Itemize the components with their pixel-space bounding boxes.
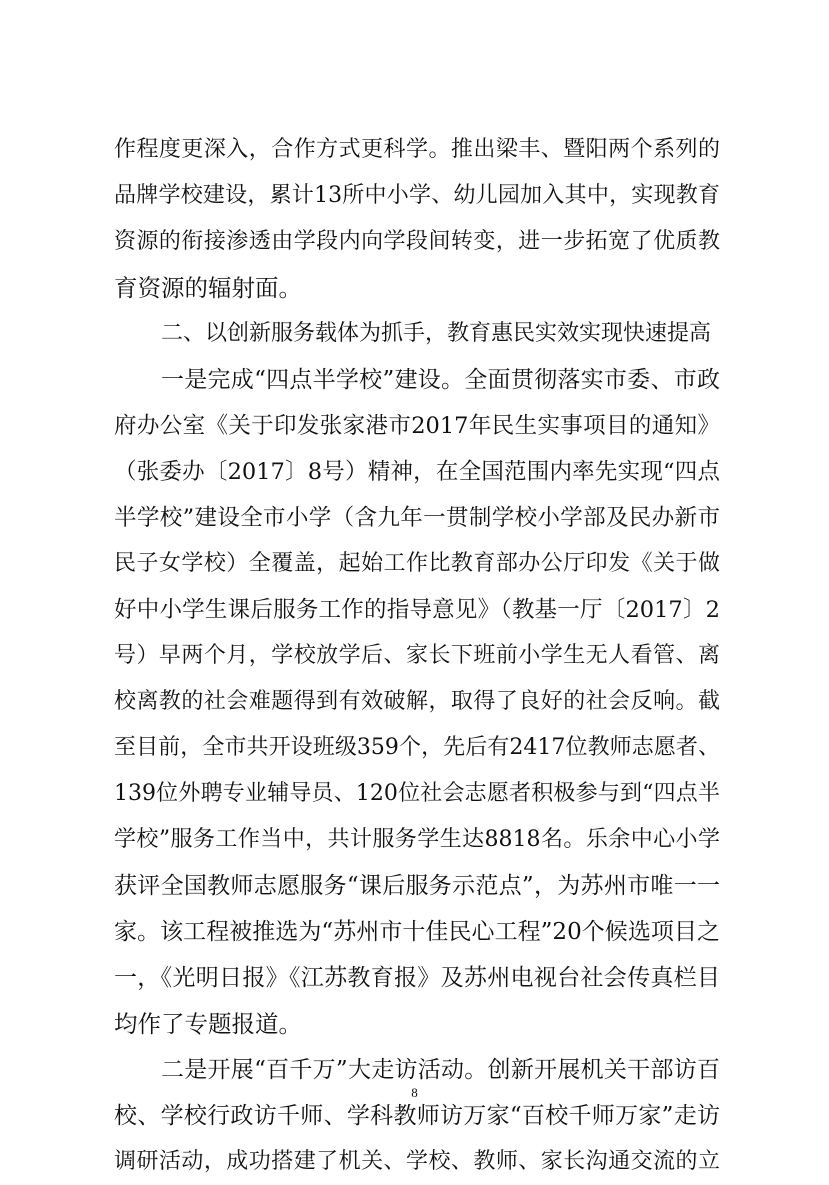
text-line: 校离教的社会难题得到有效破解，取得了良好的社会反响。截 — [114, 689, 720, 714]
text-line: 二是开展“百千万”大走访活动。创新开展机关干部访百 — [161, 1057, 720, 1083]
text-line: 至目前，全市共开设班级359个，先后有2417位教师志愿者、 — [114, 735, 720, 760]
text-line: 139位外聘专业辅导员、120位社会志愿者积极参与到“四点半 — [114, 781, 720, 806]
text-line: 品牌学校建设，累计13所中小学、幼儿园加入其中，实现教育 — [114, 183, 720, 208]
text-line: （张委办〔2017〕8号）精神，在全国范围内率先实现“四点 — [114, 459, 720, 485]
text-line: 资源的衔接渗透由学段内向学段间转变，进一步拓宽了优质教 — [114, 229, 720, 254]
text-line: 校、学校行政访千师、学科教师访万家“百校千师万家”走访 — [114, 1103, 720, 1129]
text-line: 作程度更深入，合作方式更科学。推出梁丰、暨阳两个系列的 — [114, 137, 720, 162]
text-line: 府办公室《关于印发张家港市2017年民生实事项目的通知》 — [114, 413, 720, 439]
page-number: 8 — [411, 1085, 418, 1100]
body-text — [114, 127, 720, 1185]
text-line: 号）早两个月，学校放学后、家长下班前小学生无人看管、离 — [114, 643, 720, 668]
text-line: 调研活动，成功搭建了机关、学校、教师、家长沟通交流的立 — [114, 1149, 720, 1174]
text-line: 获评全国教师志愿服务“课后服务示范点”，为苏州市唯一一 — [114, 873, 720, 899]
text-line: 学校”服务工作当中，共计服务学生达8818名。乐余中心小学 — [114, 827, 720, 852]
text-line: 民子女学校）全覆盖，起始工作比教育部办公厅印发《关于做 — [114, 551, 720, 576]
text-line: 一是完成“四点半学校”建设。全面贯彻落实市委、市政 — [161, 367, 720, 393]
text-line: 二、以创新服务载体为抓手，教育惠民实效实现快速提高 — [161, 321, 712, 346]
text-line: 好中小学生课后服务工作的指导意见》（教基一厅〔2017〕2 — [114, 597, 720, 623]
text-line: 一，《光明日报》《江苏教育报》及苏州电视台社会传真栏目 — [114, 965, 720, 991]
text-line: 半学校”建设全市小学（含九年一贯制学校小学部及民办新市 — [114, 505, 720, 531]
text-line: 育资源的辐射面。 — [114, 274, 302, 302]
text-line: 均作了专题报道。 — [114, 1010, 302, 1038]
text-line: 家。该工程被推选为“苏州市十佳民心工程”20个候选项目之 — [114, 919, 720, 945]
